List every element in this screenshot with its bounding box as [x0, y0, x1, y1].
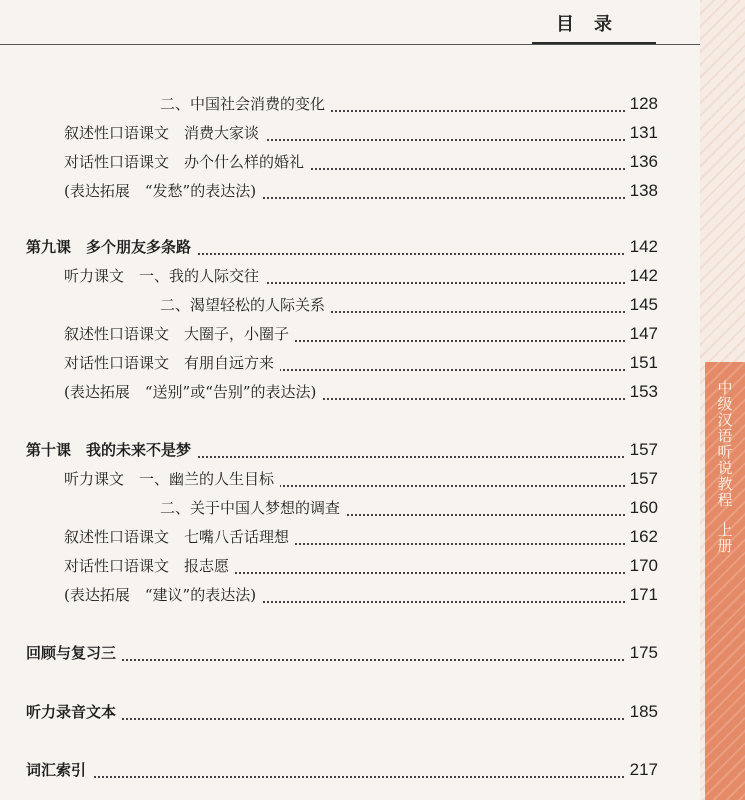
toc-entry-title: (表达拓展 “发愁”的表达法): [64, 178, 262, 204]
toc-entry-title: 叙述性口语课文 消费大家谈: [64, 120, 265, 146]
toc-entry-row: [0, 524, 700, 550]
toc-page-number: 175: [626, 640, 658, 666]
toc-leader-dots: [26, 766, 656, 778]
volume-label: 上册: [715, 522, 734, 554]
toc-chapter-title: 听力录音文本: [26, 699, 122, 725]
toc-page-number: 142: [626, 234, 658, 260]
toc-entry-title: 对话性口语课文 有朋自远方来: [64, 350, 280, 376]
toc-entry-row: [0, 292, 700, 318]
toc-entry-row: [0, 495, 700, 521]
toc-page-number: 131: [626, 120, 658, 146]
toc-entry-row: [0, 178, 700, 204]
side-tab-label: [705, 380, 745, 554]
toc-page-number: 217: [626, 757, 658, 783]
toc-entry-title: 二、渴望轻松的人际关系: [160, 292, 331, 318]
toc-chapter-title: 回顾与复习三: [26, 640, 122, 666]
toc-entry-title: 叙述性口语课文 七嘴八舌话理想: [64, 524, 295, 550]
toc-page-number: 171: [626, 582, 658, 608]
toc-entry-title: 听力课文 一、幽兰的人生目标: [64, 466, 280, 492]
toc-entry-row: [0, 350, 700, 376]
toc-entry-row: [0, 379, 700, 405]
toc-page-number: 157: [626, 466, 658, 492]
toc-page-number: 145: [626, 292, 658, 318]
header-divider: [0, 44, 700, 45]
toc-entry-title: 叙述性口语课文 大圈子，小圈子: [64, 321, 295, 347]
toc-entry-row: [0, 91, 700, 117]
toc-entry-title: (表达拓展 “建议”的表达法): [64, 582, 262, 608]
toc-page-number: 170: [626, 553, 658, 579]
toc-chapter-row: [0, 699, 700, 725]
toc-page-number: 162: [626, 524, 658, 550]
toc-entry-row: [0, 553, 700, 579]
toc-page-number: 185: [626, 699, 658, 725]
toc-entry-title: (表达拓展 “送别”或“告别”的表达法): [64, 379, 322, 405]
toc-page-number: 136: [626, 149, 658, 175]
toc-entry-row: [0, 466, 700, 492]
toc-page-number: 151: [626, 350, 658, 376]
toc-entry-title: 对话性口语课文 报志愿: [64, 553, 235, 579]
toc-chapter-row: [0, 234, 700, 260]
toc-page-number: 128: [626, 91, 658, 117]
toc-entry-row: [0, 149, 700, 175]
toc-entry-row: [0, 120, 700, 146]
page-title: 目录: [532, 4, 656, 45]
toc-chapter-row: [0, 757, 700, 783]
toc-page-number: 153: [626, 379, 658, 405]
toc-entry-title: 二、中国社会消费的变化: [160, 91, 331, 117]
toc-entry-title: 对话性口语课文 办个什么样的婚礼: [64, 149, 310, 175]
toc-chapter-title: 词汇索引: [26, 757, 92, 783]
toc-page-number: 147: [626, 321, 658, 347]
toc-chapter-row: [0, 437, 700, 463]
toc-entry-row: [0, 582, 700, 608]
toc-chapter-row: [0, 640, 700, 666]
toc-page-number: 138: [626, 178, 658, 204]
toc-entry-row: [0, 321, 700, 347]
toc-page-number: 142: [626, 263, 658, 289]
toc-entry-title: 二、关于中国人梦想的调查: [160, 495, 346, 521]
toc-entry-row: [0, 263, 700, 289]
book-title: 中级汉语听说教程: [715, 380, 734, 508]
toc-chapter-title: 第九课 多个朋友多条路: [26, 234, 197, 260]
toc-entry-title: 听力课文 一、我的人际交往: [64, 263, 265, 289]
toc-page-number: 157: [626, 437, 658, 463]
toc-chapter-title: 第十课 我的未来不是梦: [26, 437, 197, 463]
toc-page-number: 160: [626, 495, 658, 521]
